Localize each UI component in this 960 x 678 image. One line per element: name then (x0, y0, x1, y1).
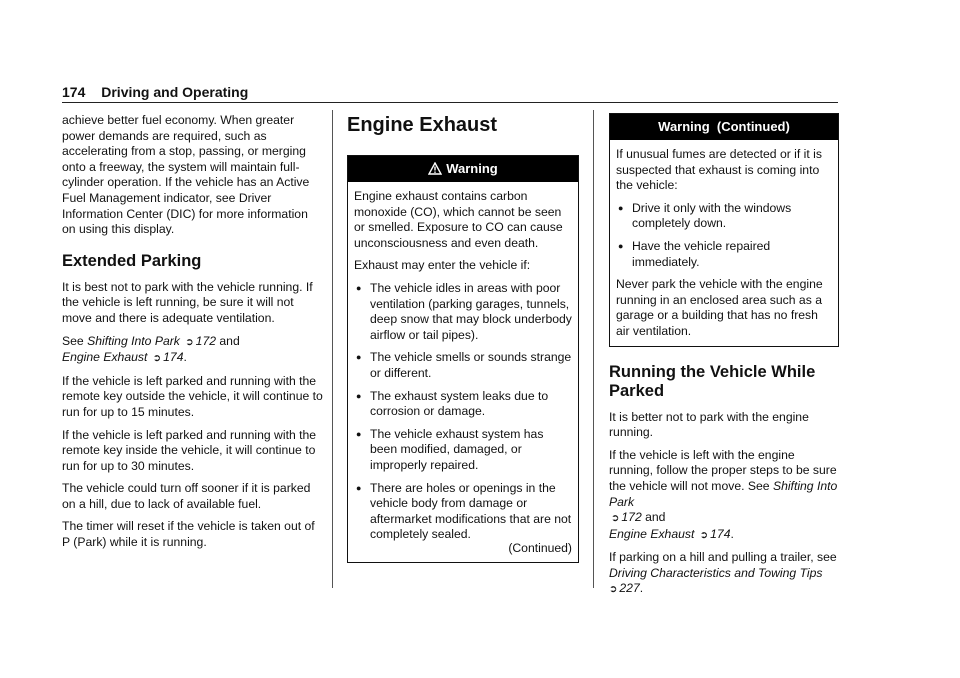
running-vehicle-heading: Running the Vehicle While Parked (609, 362, 816, 400)
extended-parking-heading: Extended Parking (62, 251, 202, 270)
page-ref-arrow-icon: ➲ (152, 353, 162, 365)
list-item: ● The exhaust system leaks due to corrosion or damage. (356, 388, 549, 419)
warning-header: Warning (Continued) (610, 114, 838, 140)
paragraph: The vehicle could turn off sooner if it is parked on a hill, due to lack of available fuel. (62, 481, 311, 511)
bullet-dot-icon: ● (356, 352, 362, 363)
ref-page[interactable]: 172 (621, 510, 642, 525)
ref-page[interactable]: 172 (195, 333, 217, 348)
list-item: ● The vehicle idles in areas with poor ventilation (parking garages, tunnels, deep snow that may block underbody airflow or tail pipes). (356, 280, 572, 342)
bullet-dot-icon: ● (356, 428, 362, 439)
page-header (62, 84, 838, 100)
ref-engine-exhaust[interactable]: Engine Exhaust (62, 350, 148, 365)
list-item: ● Have the vehicle repaired immediately. (618, 238, 771, 269)
column-3 (609, 113, 839, 605)
column-1 (62, 113, 324, 558)
paragraph: It is best not to park with the vehicle running. If the vehicle is left running, be sure it will not move and there is adequate ventilation. (62, 279, 313, 325)
bullet-dot-icon: ● (356, 282, 362, 293)
ref-engine-exhaust[interactable]: Engine Exhaust (609, 526, 695, 541)
ref-page[interactable]: 174 (710, 526, 731, 541)
see-references: If parking on a hill and pulling a trailer, see Driving Characteristics and Towing Tips ➲ 227. (609, 550, 837, 596)
section-title: Driving and Operating (101, 84, 249, 100)
page-ref-arrow-icon: ➲ (609, 584, 618, 596)
ref-shifting-into-park[interactable]: Shifting Into Park (609, 478, 838, 509)
paragraph: If unusual fumes are detected or if it is suspected that exhaust is coming into the vehicle: (616, 147, 822, 193)
warning-title: Warning (446, 161, 498, 176)
header-rule (62, 102, 838, 103)
column-divider-1 (332, 110, 333, 588)
ref-page[interactable]: 174 (163, 350, 184, 365)
paragraph: Never park the vehicle with the engine running in an enclosed area such as a garage or a building that has no fresh air ventilation. (616, 277, 823, 338)
page-number: 174 (62, 84, 86, 100)
paragraph: If the vehicle is left parked and running with the remote key outside the vehicle, it will continue to run for up to 15 minutes. (62, 373, 323, 419)
paragraph: It is better not to park with the engine running. (609, 409, 809, 440)
warning-box (347, 155, 579, 563)
see-references: If the vehicle is left with the engine running, follow the proper steps to be sure the vehicle will not move. See Shifting Into Park ➲ 172 and Engine Exhaust ➲ 174. (609, 447, 838, 541)
warning-header (348, 156, 578, 182)
column-divider-2 (593, 110, 594, 588)
warning-body (610, 140, 838, 346)
ref-towing-tips[interactable]: Driving Characteristics and Towing Tips (609, 565, 823, 580)
ref-shifting-into-park[interactable]: Shifting Into Park (87, 333, 180, 348)
list-item: ● Drive it only with the windows completely down. (618, 200, 792, 231)
bullet-dot-icon: ● (356, 390, 362, 401)
warning-triangle-icon (428, 162, 442, 175)
intro-paragraph: achieve better fuel economy. When greater power demands are required, such as accelerating from a stop, passing, or merging onto a freeway, the system will maintain full-cylinder operation. If the vehicle has an Active Fuel Management indicator, see Driver Information Center (DIC) for more information on using this display. (62, 113, 310, 237)
column-2 (347, 113, 579, 563)
page-ref-arrow-icon: ➲ (699, 529, 709, 541)
engine-exhaust-heading: Engine Exhaust (347, 114, 498, 136)
bullet-dot-icon: ● (618, 202, 624, 213)
paragraph: Exhaust may enter the vehicle if: (354, 258, 531, 273)
ref-page[interactable]: 227 (619, 581, 640, 596)
bullet-dot-icon: ● (618, 240, 624, 251)
page-ref-arrow-icon: ➲ (185, 336, 194, 348)
list-item: ● The vehicle exhaust system has been modified, damaged, or improperly repaired. (356, 426, 544, 472)
list-item: ● The vehicle smells or sounds strange or different. (356, 350, 572, 380)
warning-body (348, 182, 578, 562)
warning-box-continued (609, 113, 839, 347)
continued-label: (Continued) (508, 540, 572, 555)
see-references: See Shifting Into Park ➲ 172 and Engine Exhaust ➲ 174. (62, 333, 240, 365)
list-item: ● There are holes or openings in the vehicle body from damage or aftermarket modifications that are not completely sealed. (356, 480, 572, 542)
bullet-dot-icon: ● (356, 482, 362, 493)
page-ref-arrow-icon: ➲ (611, 513, 620, 525)
paragraph: Engine exhaust contains carbon monoxide (CO), which cannot be seen or smelled. Exposure to CO can cause unconsciousness and even death. (354, 189, 563, 250)
paragraph: The timer will reset if the vehicle is taken out of P (Park) while it is running. (62, 519, 315, 550)
paragraph: If the vehicle is left parked and running with the remote key inside the vehicle, it will continue to run for up to 30 minutes. (62, 427, 317, 473)
